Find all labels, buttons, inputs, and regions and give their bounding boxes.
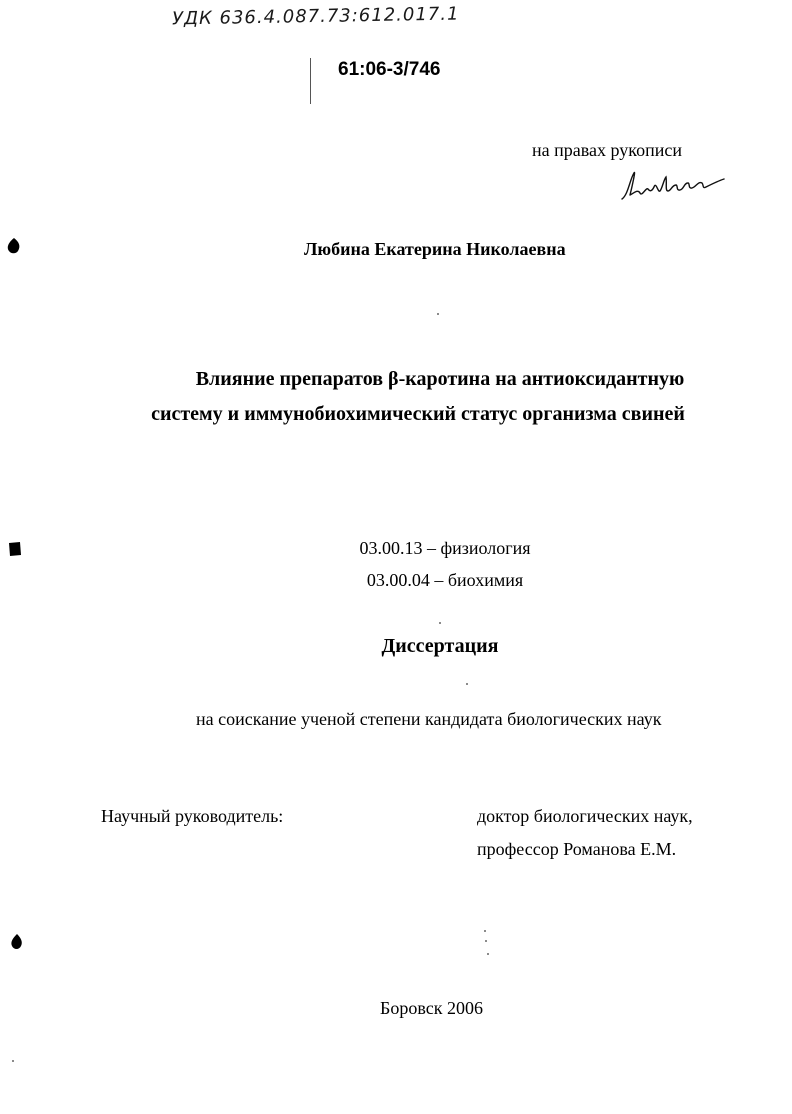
scan-speck	[439, 622, 441, 624]
udk-handwritten-code: УДК 636.4.087.73:612.017.1	[171, 3, 460, 30]
scan-speck	[484, 930, 486, 932]
binding-hole-mark-top	[6, 237, 22, 255]
document-type-heading: Диссертация	[381, 635, 499, 657]
scan-speck	[466, 683, 468, 685]
specialty-physiology: 03.00.13 – физиология	[359, 538, 531, 558]
supervisor-name: профессор Романова Е.М.	[477, 839, 677, 859]
specialty-biochemistry: 03.00.04 – биохимия	[366, 570, 524, 590]
scan-speck	[487, 953, 489, 955]
binding-hole-mark-bottom	[10, 933, 24, 951]
archive-code-divider	[310, 58, 311, 104]
author-signature	[618, 165, 728, 205]
author-name: Любина Екатерина Николаевна	[304, 239, 566, 259]
degree-purpose: на соискание ученой степени кандидата биологических наук	[196, 709, 662, 729]
scan-speck	[485, 940, 487, 942]
binding-hole-mark-middle	[8, 541, 22, 557]
supervisor-degree: доктор биологических наук,	[477, 806, 693, 826]
manuscript-rights-note: на правах рукописи	[532, 140, 682, 160]
thesis-title-line-2: систему и иммунобиохимический статус организма свиней	[151, 403, 685, 425]
scan-speck	[12, 1060, 14, 1062]
supervisor-label: Научный руководитель:	[101, 806, 284, 826]
thesis-title-line-1: Влияние препаратов β-каротина на антиоксидантную	[195, 368, 685, 390]
archive-code: 61:06-3/746	[338, 59, 441, 80]
scan-speck	[437, 313, 439, 315]
place-and-year: Боровск 2006	[380, 998, 483, 1018]
